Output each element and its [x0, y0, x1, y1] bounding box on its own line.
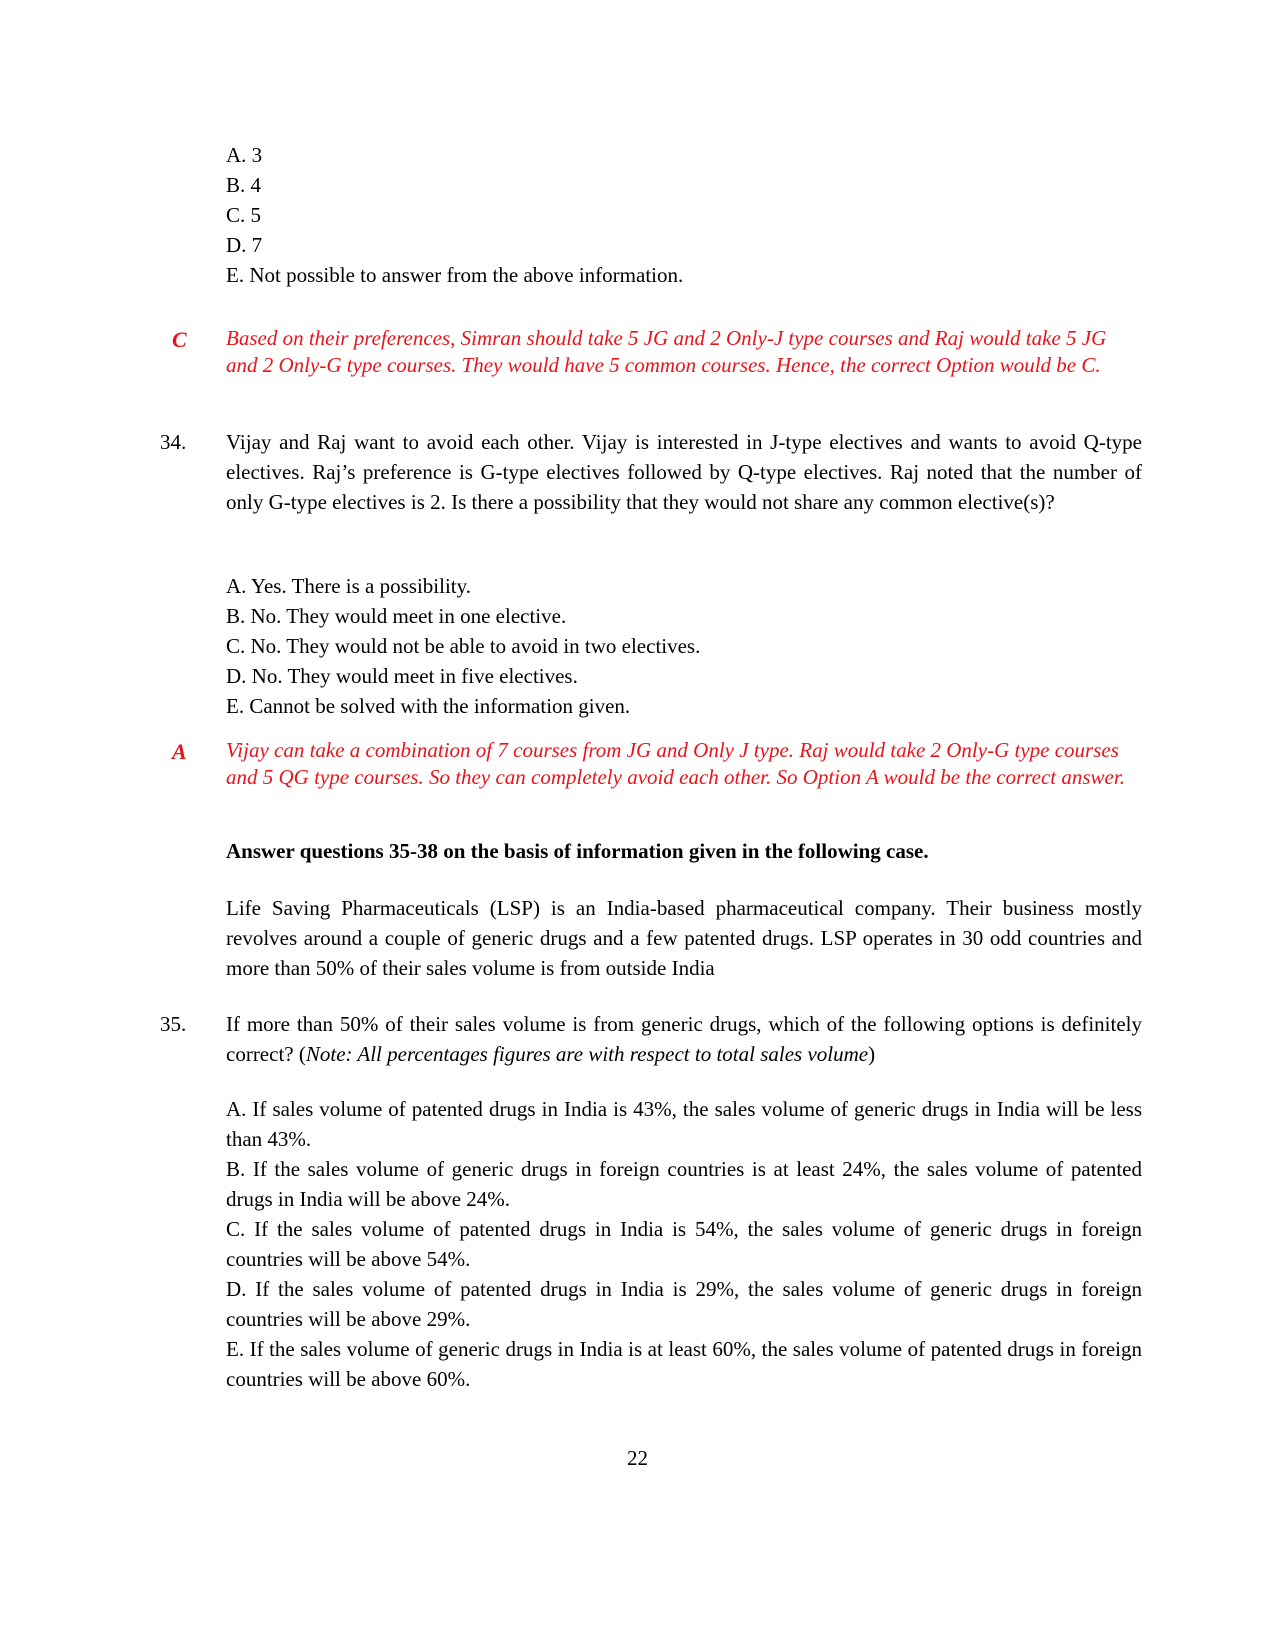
prev-answer-explanation: Based on their preferences, Simran should take 5 JG and 2 Only-J type courses and Raj would take 5 JG and 2 Only-G type courses. They would have 5 common courses. Hence, the correct Option would be C.	[226, 326, 1107, 377]
option-a: A. 3	[226, 143, 263, 167]
option-b: B. If the sales volume of generic drugs in foreign countries is at least 24%, the sales volume of patented drugs in India will be above 24%.	[226, 1157, 1142, 1211]
case-paragraph: Life Saving Pharmaceuticals (LSP) is an India-based pharmaceutical company. Their business mostly revolves around a couple of generic drugs and a few patented drugs. LSP operates in 30 odd countries and more than 50% of their sales volume is from outside India	[226, 896, 1142, 980]
prev-answer-letter: C	[172, 327, 187, 352]
prev-question-options	[226, 140, 1142, 290]
question-34-text: Vijay and Raj want to avoid each other. Vijay is interested in J-type electives and wants to avoid Q-type electives. Raj’s preference is G-type electives followed by Q-type electives. Raj noted that the number of only G-type electives is 2. Is there a possibility that they would not share any common elective(s)?	[226, 430, 1142, 514]
option-a: A. Yes. There is a possibility.	[226, 574, 472, 598]
option-c: C. No. They would not be able to avoid in two electives.	[226, 634, 701, 658]
question-35-text	[226, 1009, 1142, 1069]
page-number: 22	[627, 1446, 648, 1470]
question-35-text-end: )	[868, 1042, 876, 1066]
option-b: B. 4	[226, 173, 262, 197]
option-e: E. Cannot be solved with the information given.	[226, 694, 631, 718]
question-35-note: Note: All percentages figures are with respect to total sales volume	[305, 1042, 869, 1066]
option-a: A. If sales volume of patented drugs in India is 43%, the sales volume of generic drugs in India will be less than 43%.	[226, 1097, 1142, 1151]
option-b: B. No. They would meet in one elective.	[226, 604, 567, 628]
question-34-options	[226, 571, 1142, 721]
option-e: E. Not possible to answer from the above information.	[226, 263, 684, 287]
question-35-options	[226, 1094, 1142, 1394]
case-heading: Answer questions 35-38 on the basis of information given in the following case.	[226, 839, 929, 863]
question-35-text-main: If more than 50% of their sales volume is from generic drugs, which of the following options is definitely correct? (	[226, 1012, 1142, 1066]
question-34-number: 34.	[160, 430, 187, 454]
option-d: D. If the sales volume of patented drugs in India is 29%, the sales volume of generic drugs in foreign countries will be above 29%.	[226, 1277, 1142, 1331]
option-c: C. 5	[226, 203, 262, 227]
question-34-answer-letter: A	[172, 739, 187, 764]
question-35-number: 35.	[160, 1012, 187, 1036]
option-e: E. If the sales volume of generic drugs in India is at least 60%, the sales volume of patented drugs in foreign countries will be above 60%.	[226, 1337, 1142, 1391]
option-d: D. 7	[226, 233, 263, 257]
question-34-answer-explanation: Vijay can take a combination of 7 courses from JG and Only J type. Raj would take 2 Only-G type courses and 5 QG type courses. So they can completely avoid each other. So Option A would be the correct answer.	[226, 738, 1125, 789]
option-d: D. No. They would meet in five electives.	[226, 664, 578, 688]
option-c: C. If the sales volume of patented drugs in India is 54%, the sales volume of generic drugs in foreign countries will be above 54%.	[226, 1217, 1142, 1271]
